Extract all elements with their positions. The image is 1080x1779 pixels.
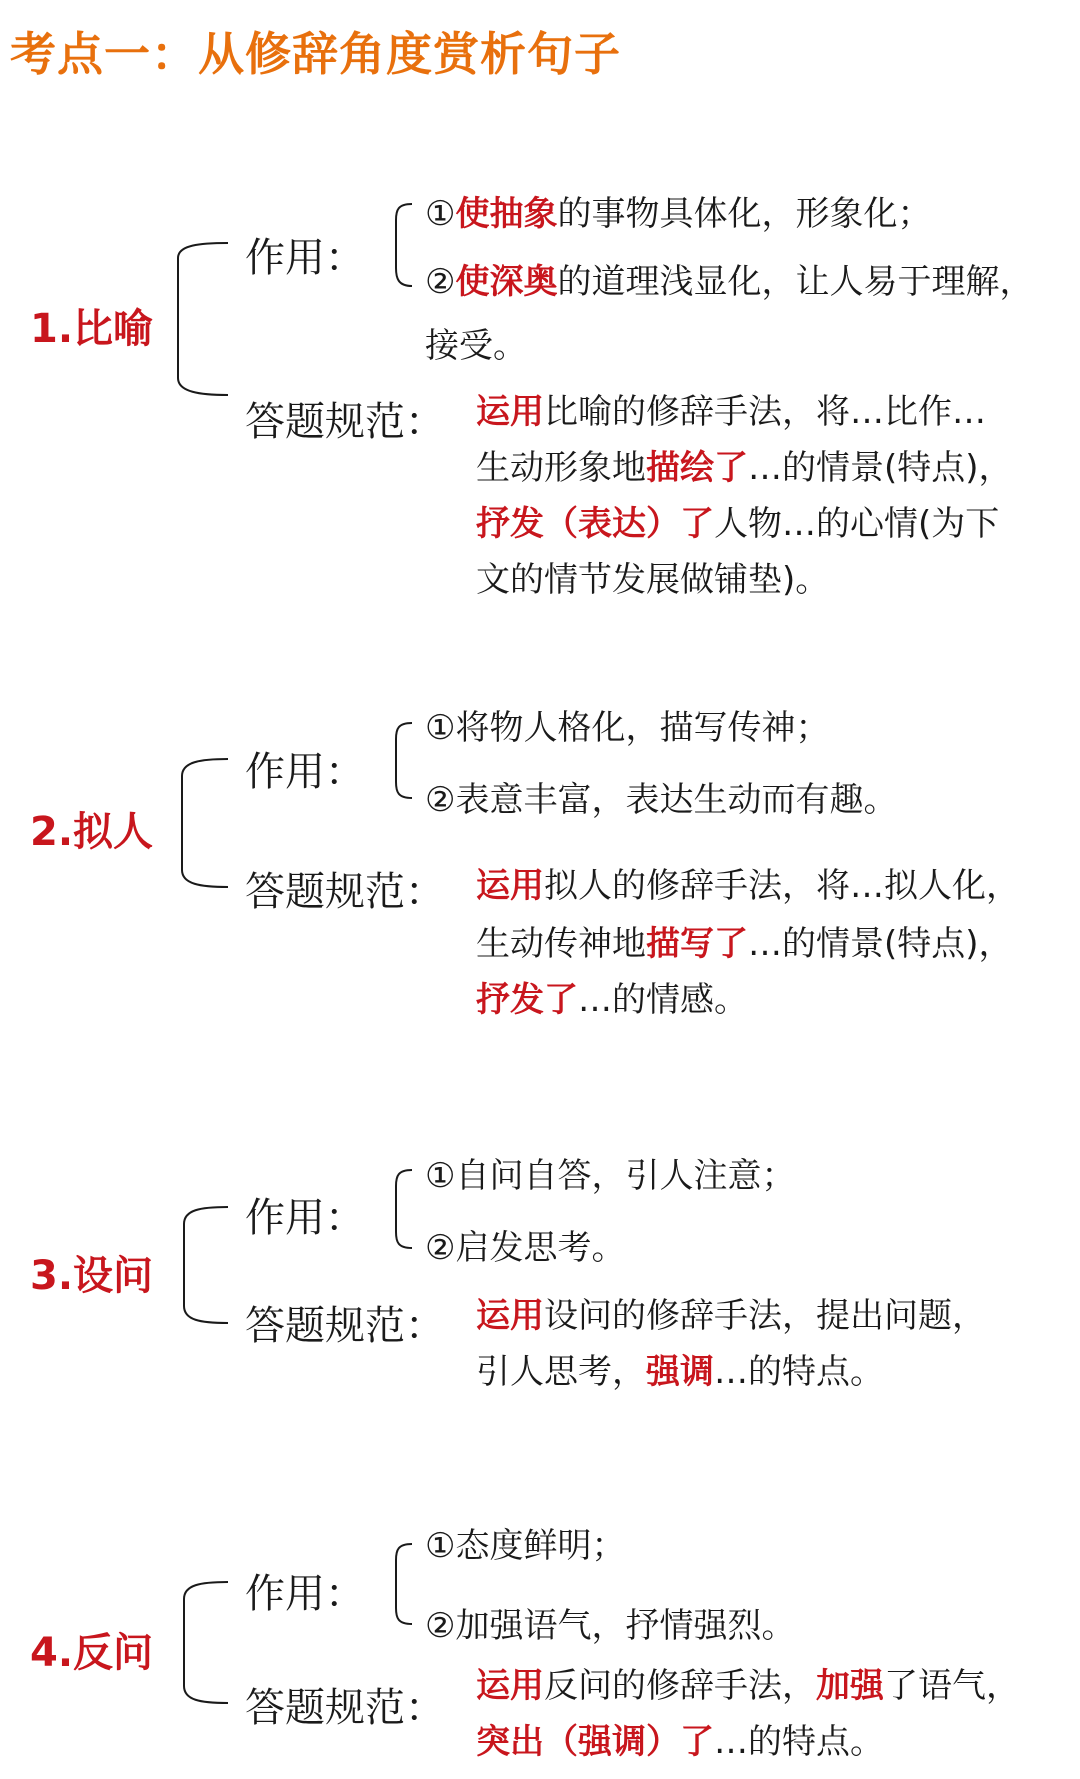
- emphasis-text: 使抽象: [455, 194, 558, 234]
- section-metaphor: [0, 0, 1080, 620]
- norm-label: 答题规范：: [245, 869, 445, 915]
- norm-line: [476, 560, 829, 600]
- emphasis-text: 使深奥: [455, 262, 558, 302]
- text-run: 的事物具体化，形象化；: [557, 194, 932, 234]
- section-label: 2.拟人: [30, 809, 154, 855]
- text-run: 生动传神地: [476, 924, 646, 964]
- emphasis-text: 抒发了: [476, 980, 578, 1020]
- text-run: …的情景(特点)，: [748, 924, 1013, 964]
- text-run: ①: [425, 194, 456, 234]
- section-personification: [0, 680, 1080, 1060]
- text-run: 反问的修辞手法，: [544, 1666, 816, 1706]
- effect-line: [425, 194, 931, 234]
- norm-line: [476, 1352, 884, 1392]
- section-label: 1.比喻: [30, 306, 154, 352]
- text-run: …的特点。: [714, 1722, 884, 1762]
- effect-line: [425, 326, 527, 366]
- effect-line: [425, 780, 897, 820]
- text-run: 接受。: [425, 326, 527, 366]
- text-run: …的特点。: [714, 1352, 884, 1392]
- norm-label: 答题规范：: [245, 1685, 445, 1731]
- emphasis-text: 突出（强调）了: [476, 1722, 714, 1762]
- text-run: …的情景(特点)，: [748, 448, 1013, 488]
- norm-line: [476, 1722, 884, 1762]
- emphasis-text: 运用: [476, 392, 544, 432]
- emphasis-text: 描绘了: [646, 448, 748, 488]
- text-run: ②启发思考。: [425, 1228, 626, 1268]
- text-run: 人物…的心情(为下: [714, 504, 1000, 544]
- emphasis-text: 运用: [476, 866, 544, 906]
- emphasis-text: 运用: [476, 1296, 544, 1336]
- effect-label: 作用：: [245, 235, 365, 281]
- norm-line: [476, 1296, 986, 1336]
- norm-line: [476, 448, 1013, 488]
- text-run: 的道理浅显化，让人易于理解，: [557, 262, 1034, 302]
- norm-label: 答题规范：: [245, 1303, 445, 1349]
- effect-line: [425, 708, 829, 748]
- text-run: 拟人的修辞手法，将…拟人化，: [544, 866, 1020, 906]
- norm-line: [476, 392, 986, 432]
- text-run: 生动形象地: [476, 448, 646, 488]
- text-run: ①态度鲜明；: [425, 1526, 626, 1566]
- text-run: 引人思考，: [476, 1352, 646, 1392]
- effect-line: [425, 1606, 795, 1646]
- norm-line: [476, 504, 999, 544]
- text-run: …的情感。: [578, 980, 748, 1020]
- page-title: 考点一：从修辞角度赏析句子: [10, 27, 621, 81]
- norm-line: [476, 866, 1020, 906]
- norm-line: [476, 980, 748, 1020]
- section-rhetorical-question: [0, 1120, 1080, 1420]
- norm-line: [476, 1666, 1020, 1706]
- text-run: 设问的修辞手法，提出问题，: [544, 1296, 986, 1336]
- emphasis-text: 描写了: [646, 924, 748, 964]
- text-run: ②表意丰富，表达生动而有趣。: [425, 780, 898, 820]
- section-label: 3.设问: [30, 1253, 154, 1299]
- text-run: 文的情节发展做铺垫)。: [476, 560, 830, 600]
- effect-line: [425, 1526, 625, 1566]
- text-run: 比喻的修辞手法，将…比作…: [544, 392, 986, 432]
- text-run: ②: [425, 262, 456, 302]
- text-run: 了语气，: [884, 1666, 1020, 1706]
- effect-line: [425, 262, 1033, 302]
- emphasis-text: 强调: [646, 1352, 714, 1392]
- norm-label: 答题规范：: [245, 399, 445, 445]
- effect-label: 作用：: [245, 1571, 365, 1617]
- text-run: ①自问自答，引人注意；: [425, 1156, 796, 1196]
- emphasis-text: 加强: [816, 1666, 884, 1706]
- effect-label: 作用：: [245, 749, 365, 795]
- effect-label: 作用：: [245, 1195, 365, 1241]
- text-run: ①将物人格化，描写传神；: [425, 708, 830, 748]
- emphasis-text: 抒发（表达）了: [476, 504, 714, 544]
- emphasis-text: 运用: [476, 1666, 544, 1706]
- text-run: ②加强语气，抒情强烈。: [425, 1606, 796, 1646]
- effect-line: [425, 1228, 625, 1268]
- effect-line: [425, 1156, 795, 1196]
- section-label: 4.反问: [30, 1630, 154, 1676]
- norm-line: [476, 924, 1013, 964]
- section-rhetorical-rebuttal: [0, 1490, 1080, 1779]
